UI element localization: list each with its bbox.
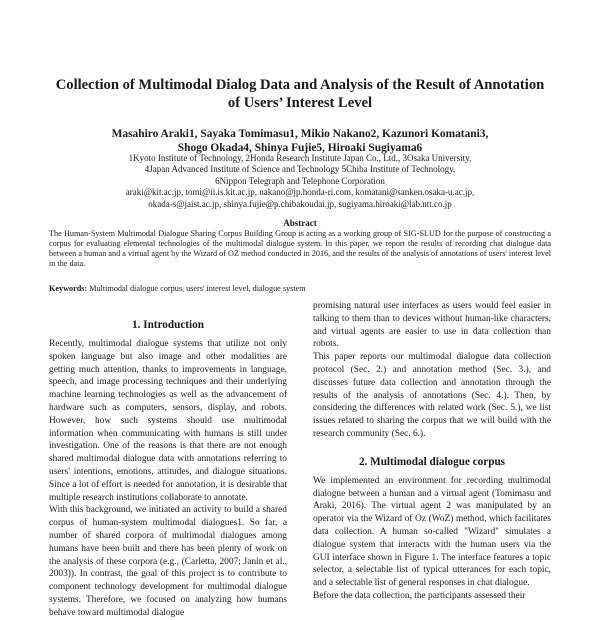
paper-title xyxy=(30,76,570,112)
right-column xyxy=(313,300,551,603)
right-paragraph-1: promising natural user interfaces as users would feel easier in talking to them than to devices without human-like characters, and virtual agents are easier to use in data collection than robots. xyxy=(313,301,551,350)
right-paragraph-2: This paper reports our multimodal dialogue data collection protocol (Sec. 2.) and annotation method (Sec. 3.), and discusses future data collection and annotation through the results of the analysis of annotations (Sec. 4.). Then, by considering the differences with related work (Sec. 5.), we list issues related to sharing the corpus that we will build with the research community (Sec. 6.). xyxy=(313,352,551,439)
corpus-paragraph-2: Before the data collection, the participants assessed their xyxy=(313,590,526,601)
authors-line-1: Masahiro Araki1, Sayaka Tomimasu1, Mikio Nakano2, Kazunori Komatani3, xyxy=(111,128,489,140)
email-line-1: araki@kit.ac.jp, tomi@ii.is.kit.ac.jp, nakano@jp.honda-ri.com, komatani@sanken.osaka-u.ac.jp, xyxy=(125,187,475,198)
abstract-text: The Human-System Multimodal Dialogue Sharing Corpus Building Group is acting as a working group of SIG-SLUD for the purpose of constructing a corpus for evaluating elemental technologies of the multimodal dialogue system. In this paper, we report the results of recording chat dialogue data between a human and a virtual agent by the Wizard of OZ method conducted in 2016, and the results of the analysis of annotations of users' interest level in the data. xyxy=(49,229,551,268)
section-heading-multimodal-corpus: 2. Multimodal dialogue corpus xyxy=(358,455,506,468)
affiliation-line-3: 6Nippon Telegraph and Telephone Corporation xyxy=(215,175,385,186)
email-line-2: okada-s@jaist.ac.jp, shinya.fujie@p.chibakoudai.jp, sugiyama.hiroaki@lab.ntt.co.jp xyxy=(148,198,452,209)
intro-paragraph-2: With this background, we initiated an activity to build a shared corpus of human-system multimodal dialogues1. So far, a number of shared corpora of multimodal dialogues among humans have been built and there has been plenty of work on the analysis of these corpora (e.g., (Carletta, 2007; Janin et al., 2003)). In contrast, the goal of this project is to contribute to component technology development for multimodal dialogue systems. Therefore, we focused on analyzing how humans behave toward multimodal dialogue xyxy=(49,505,287,618)
affiliation-line-1: 1Kyoto Institute of Technology, 2Honda Research Institute Japan Co., Ltd., 3Osaka University, xyxy=(128,153,472,163)
affiliations xyxy=(30,153,570,210)
section-heading-introduction: 1. Introduction xyxy=(132,319,204,331)
authors-line-2: Shogo Okada4, Shinya Fujie5, Hiroaki Sugiyama6 xyxy=(177,142,423,154)
keywords xyxy=(49,284,551,294)
affiliation-line-2: 4Japan Advanced Institute of Science and Technology 5Chiba Institute of Technology, xyxy=(144,164,456,175)
left-column xyxy=(49,318,287,620)
corpus-paragraph-1: We implemented an environment for recording multimodal dialogue between a human and a virtual agent (Tomimasu and Araki, 2016). The virtual agent 2 was manipulated by an operator via the Wizard of Oz (WoZ) method, which facilitates data collection. A human so-called "Wizard" simulates a dialogue system that interacts with the human users via the GUI interface shown in Figure 1. The interface features a topic selector, a selectable list of typical utterances for each topic, and a selectable list of general responses in chat dialogue. xyxy=(313,475,551,589)
author-list xyxy=(30,127,570,155)
keywords-text: Multimodal dialogue corpus, users' interest level, dialogue system xyxy=(89,284,306,293)
title-line-1: Collection of Multimodal Dialog Data and Analysis of the Result of Annotation xyxy=(55,77,545,93)
intro-paragraph-1: Recently, multimodal dialogue systems that utilize not only spoken language but also image and other modalities are getting much attention, thanks to improvements in language, speech, and image processing techniques and their underlying machine learning technologies as well as the advancement of hardware such as computers, sensors, display, and robots. However, how such systems should use multimodal information when communicating with humans is still under investigation. One of the reasons is that there are not enough shared multimodal dialogue data with annotations referring to users' intentions, emotions, attitudes, and dialogue situations. Since a lot of effort is needed for annotation, it is desirable that multiple research institutions collaborate to annotate. xyxy=(49,339,287,503)
keywords-label: Keywords: xyxy=(49,284,88,293)
abstract-heading: Abstract xyxy=(283,218,317,228)
section-spacer xyxy=(313,441,551,455)
title-line-2: of Users’ Interest Level xyxy=(227,95,373,111)
